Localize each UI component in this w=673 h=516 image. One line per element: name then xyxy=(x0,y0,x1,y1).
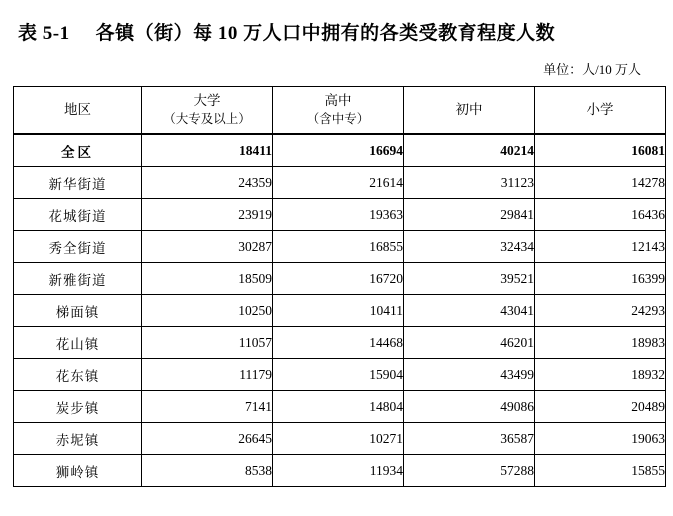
row-region: 全区 xyxy=(14,134,142,167)
table-header-row xyxy=(14,87,666,135)
row-junior-high: 31123 xyxy=(404,167,535,199)
row-primary: 18983 xyxy=(535,327,666,359)
row-junior-high: 46201 xyxy=(404,327,535,359)
row-university: 11057 xyxy=(142,327,273,359)
page-title: 各镇（街）每 10 万人口中拥有的各类受教育程度人数 xyxy=(95,23,556,44)
row-high-school: 15904 xyxy=(273,359,404,391)
row-region: 花东镇 xyxy=(14,359,142,391)
table-header xyxy=(14,87,666,135)
row-high-school: 14468 xyxy=(273,327,404,359)
row-high-school: 10411 xyxy=(273,295,404,327)
column-header-university-label: 大学 xyxy=(193,93,221,109)
column-header-high-school-sublabel: （含中专） xyxy=(306,111,370,126)
row-junior-high: 36587 xyxy=(404,423,535,455)
column-header-primary xyxy=(535,87,666,135)
row-region: 梯面镇 xyxy=(14,295,142,327)
row-university: 26645 xyxy=(142,423,273,455)
row-high-school: 10271 xyxy=(273,423,404,455)
column-header-primary-label: 小学 xyxy=(586,101,614,117)
row-university: 10250 xyxy=(142,295,273,327)
row-university: 24359 xyxy=(142,167,273,199)
table-row xyxy=(14,263,666,295)
row-region: 狮岭镇 xyxy=(14,455,142,487)
row-junior-high: 32434 xyxy=(404,231,535,263)
row-junior-high: 40214 xyxy=(404,134,535,167)
row-high-school: 21614 xyxy=(273,167,404,199)
row-primary: 14278 xyxy=(535,167,666,199)
row-primary: 19063 xyxy=(535,423,666,455)
row-region: 花城街道 xyxy=(14,199,142,231)
column-header-region-label: 地区 xyxy=(64,101,91,117)
row-primary: 16436 xyxy=(535,199,666,231)
row-university: 7141 xyxy=(142,391,273,423)
row-university: 30287 xyxy=(142,231,273,263)
education-attainment-table xyxy=(13,86,666,487)
row-primary: 15855 xyxy=(535,455,666,487)
row-high-school: 11934 xyxy=(273,455,404,487)
row-junior-high: 57288 xyxy=(404,455,535,487)
row-junior-high: 43499 xyxy=(404,359,535,391)
table-row xyxy=(14,455,666,487)
table-body xyxy=(14,134,666,487)
table-row xyxy=(14,134,666,167)
row-region: 新华街道 xyxy=(14,167,142,199)
row-region: 秀全街道 xyxy=(14,231,142,263)
row-junior-high: 43041 xyxy=(404,295,535,327)
table-row xyxy=(14,327,666,359)
row-university: 8538 xyxy=(142,455,273,487)
row-high-school: 16694 xyxy=(273,134,404,167)
table-number: 表 5-1 xyxy=(18,23,70,44)
column-header-high-school xyxy=(273,87,404,135)
row-primary: 16081 xyxy=(535,134,666,167)
row-junior-high: 49086 xyxy=(404,391,535,423)
row-high-school: 19363 xyxy=(273,199,404,231)
row-region: 花山镇 xyxy=(14,327,142,359)
table-row xyxy=(14,167,666,199)
unit-note: 单位：人/10 万人 xyxy=(543,62,641,77)
column-header-junior-high xyxy=(404,87,535,135)
row-primary: 12143 xyxy=(535,231,666,263)
table-row xyxy=(14,295,666,327)
row-primary: 18932 xyxy=(535,359,666,391)
row-junior-high: 39521 xyxy=(404,263,535,295)
column-header-university xyxy=(142,87,273,135)
row-region: 炭步镇 xyxy=(14,391,142,423)
row-university: 18411 xyxy=(142,134,273,167)
row-region: 赤坭镇 xyxy=(14,423,142,455)
table-row xyxy=(14,231,666,263)
column-header-junior-high-label: 初中 xyxy=(455,101,483,117)
row-primary: 24293 xyxy=(535,295,666,327)
column-header-region xyxy=(14,87,142,135)
table-row xyxy=(14,391,666,423)
row-region: 新雅街道 xyxy=(14,263,142,295)
row-primary: 16399 xyxy=(535,263,666,295)
table-row xyxy=(14,423,666,455)
table-caption xyxy=(10,0,663,45)
row-high-school: 16720 xyxy=(273,263,404,295)
table-row xyxy=(14,359,666,391)
column-header-university-sublabel: （大专及以上） xyxy=(163,111,251,126)
table-row xyxy=(14,199,666,231)
row-high-school: 14804 xyxy=(273,391,404,423)
row-junior-high: 29841 xyxy=(404,199,535,231)
row-university: 18509 xyxy=(142,263,273,295)
row-primary: 20489 xyxy=(535,391,666,423)
column-header-high-school-label: 高中 xyxy=(324,93,352,109)
row-university: 23919 xyxy=(142,199,273,231)
row-university: 11179 xyxy=(142,359,273,391)
row-high-school: 16855 xyxy=(273,231,404,263)
